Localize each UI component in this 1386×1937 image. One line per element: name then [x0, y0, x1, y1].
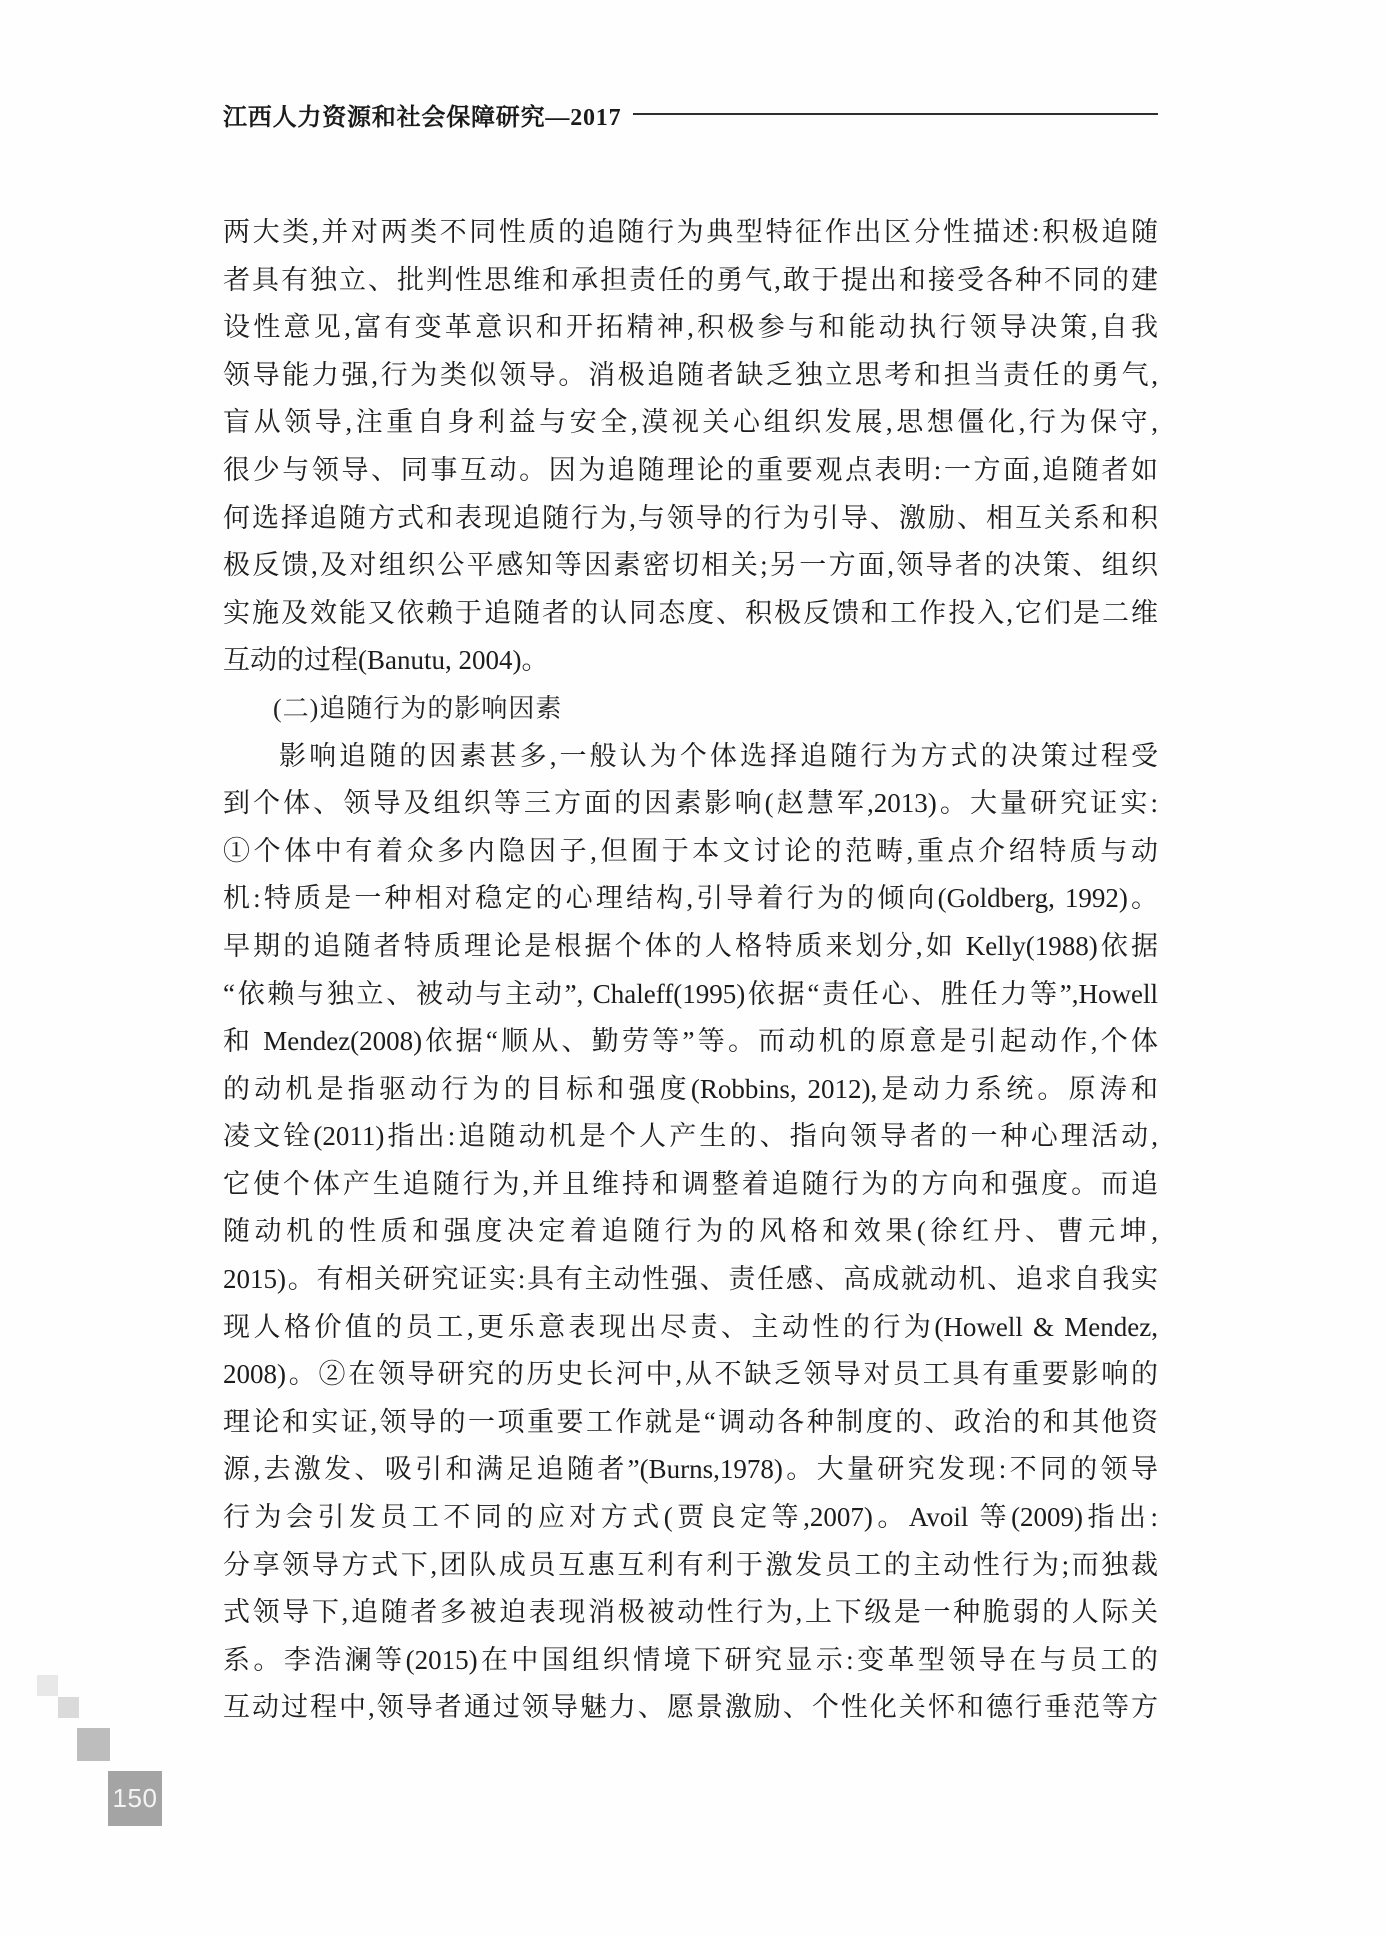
text-line: 互动过程中,领导者通过领导魅力、愿景激励、个性化关怀和德行垂范等方: [223, 1692, 1158, 1723]
text-line: 和 Mendez(2008)依据“顺从、勤劳等”等。而动机的原意是引起动作,个体: [223, 1026, 1158, 1057]
text-line: 很少与领导、同事互动。因为追随理论的重要观点表明:一方面,追随者如: [223, 454, 1158, 485]
text-line: 理论和实证,领导的一项重要工作就是“调动各种制度的、政治的和其他资: [223, 1406, 1158, 1437]
text-line: 到个体、领导及组织等三方面的因素影响(赵慧军,2013)。大量研究证实:: [223, 788, 1158, 819]
text-line: 极反馈,及对组织公平感知等因素密切相关;另一方面,领导者的决策、组织: [223, 550, 1158, 581]
page-number: 150: [112, 1783, 158, 1813]
body-text: [223, 209, 1158, 1732]
paragraph-continuation: [223, 209, 1158, 685]
running-title: 江西人力资源和社会保障研究—2017: [223, 104, 622, 131]
page-number-box: [108, 1771, 162, 1826]
text-line: 机:特质是一种相对稳定的心理结构,引导着行为的倾向(Goldberg, 1992)。: [223, 883, 1158, 914]
text-line: 的动机是指驱动行为的目标和强度(Robbins, 2012),是动力系统。原涛和: [223, 1073, 1158, 1104]
text-line: 现人格价值的员工,更乐意表现出尽责、主动性的行为(Howell & Mendez,: [223, 1311, 1158, 1342]
text-line: 式领导下,追随者多被迫表现消极被动性行为,上下级是一种脆弱的人际关: [223, 1597, 1158, 1628]
header-rule: [633, 113, 1158, 115]
text-line: 何选择追随方式和表现追随行为,与领导的行为引导、激励、相互关系和积: [223, 502, 1158, 533]
text-line: 盲从领导,注重自身利益与安全,漠视关心组织发展,思想僵化,行为保守,: [223, 407, 1158, 438]
running-header: [223, 99, 1158, 129]
text-line: 系。李浩澜等(2015)在中国组织情境下研究显示:变革型领导在与员工的: [223, 1644, 1158, 1675]
text-line: 凌文铨(2011)指出:追随动机是个人产生的、指向领导者的一种心理活动,: [223, 1121, 1158, 1152]
paragraph-influencing-factors: [223, 733, 1158, 1732]
decor-square-dark: [77, 1728, 110, 1761]
decor-square-mid: [58, 1697, 79, 1718]
text-line: 行为会引发员工不同的应对方式(贾良定等,2007)。Avoil 等(2009)指出:: [223, 1502, 1158, 1533]
text-line: 影响追随的因素甚多,一般认为个体选择追随行为方式的决策过程受: [279, 740, 1158, 771]
text-line: 互动的过程(Banutu, 2004)。: [223, 645, 549, 676]
text-line: 两大类,并对两类不同性质的追随行为典型特征作出区分性描述:积极追随: [223, 217, 1158, 247]
text-line: 者具有独立、批判性思维和承担责任的勇气,敢于提出和接受各种不同的建: [223, 264, 1158, 295]
text-line: 实施及效能又依赖于追随者的认同态度、积极反馈和工作投入,它们是二维: [223, 597, 1158, 628]
text-line: 它使个体产生追随行为,并且维持和调整着追随行为的方向和强度。而追: [223, 1168, 1158, 1199]
section-heading: (二)追随行为的影响因素: [273, 693, 563, 723]
text-line: 设性意见,富有变革意识和开拓精神,积极参与和能动执行领导决策,自我: [223, 312, 1158, 343]
text-line: 2015)。有相关研究证实:具有主动性强、责任感、高成就动机、追求自我实: [223, 1264, 1158, 1295]
text-line: 早期的追随者特质理论是根据个体的人格特质来划分,如 Kelly(1988)依据: [223, 930, 1158, 961]
text-line: “依赖与独立、被动与主动”, Chaleff(1995)依据“责任心、胜任力等”,Howell: [223, 978, 1158, 1009]
text-line: 分享领导方式下,团队成员互惠互利有利于激发员工的主动性行为;而独裁: [223, 1549, 1158, 1580]
text-line: 2008)。②在领导研究的历史长河中,从不缺乏领导对员工具有重要影响的: [223, 1359, 1158, 1390]
text-line: ①个体中有着众多内隐因子,但囿于本文讨论的范畴,重点介绍特质与动: [223, 835, 1158, 866]
decor-square-light: [37, 1675, 58, 1696]
text-line: 源,去激发、吸引和满足追随者”(Burns,1978)。大量研究发现:不同的领导: [223, 1454, 1158, 1485]
text-line: 随动机的性质和强度决定着追随行为的风格和效果(徐红丹、曹元坤,: [223, 1216, 1158, 1247]
text-line: 领导能力强,行为类似领导。消极追随者缺乏独立思考和担当责任的勇气,: [223, 359, 1158, 390]
